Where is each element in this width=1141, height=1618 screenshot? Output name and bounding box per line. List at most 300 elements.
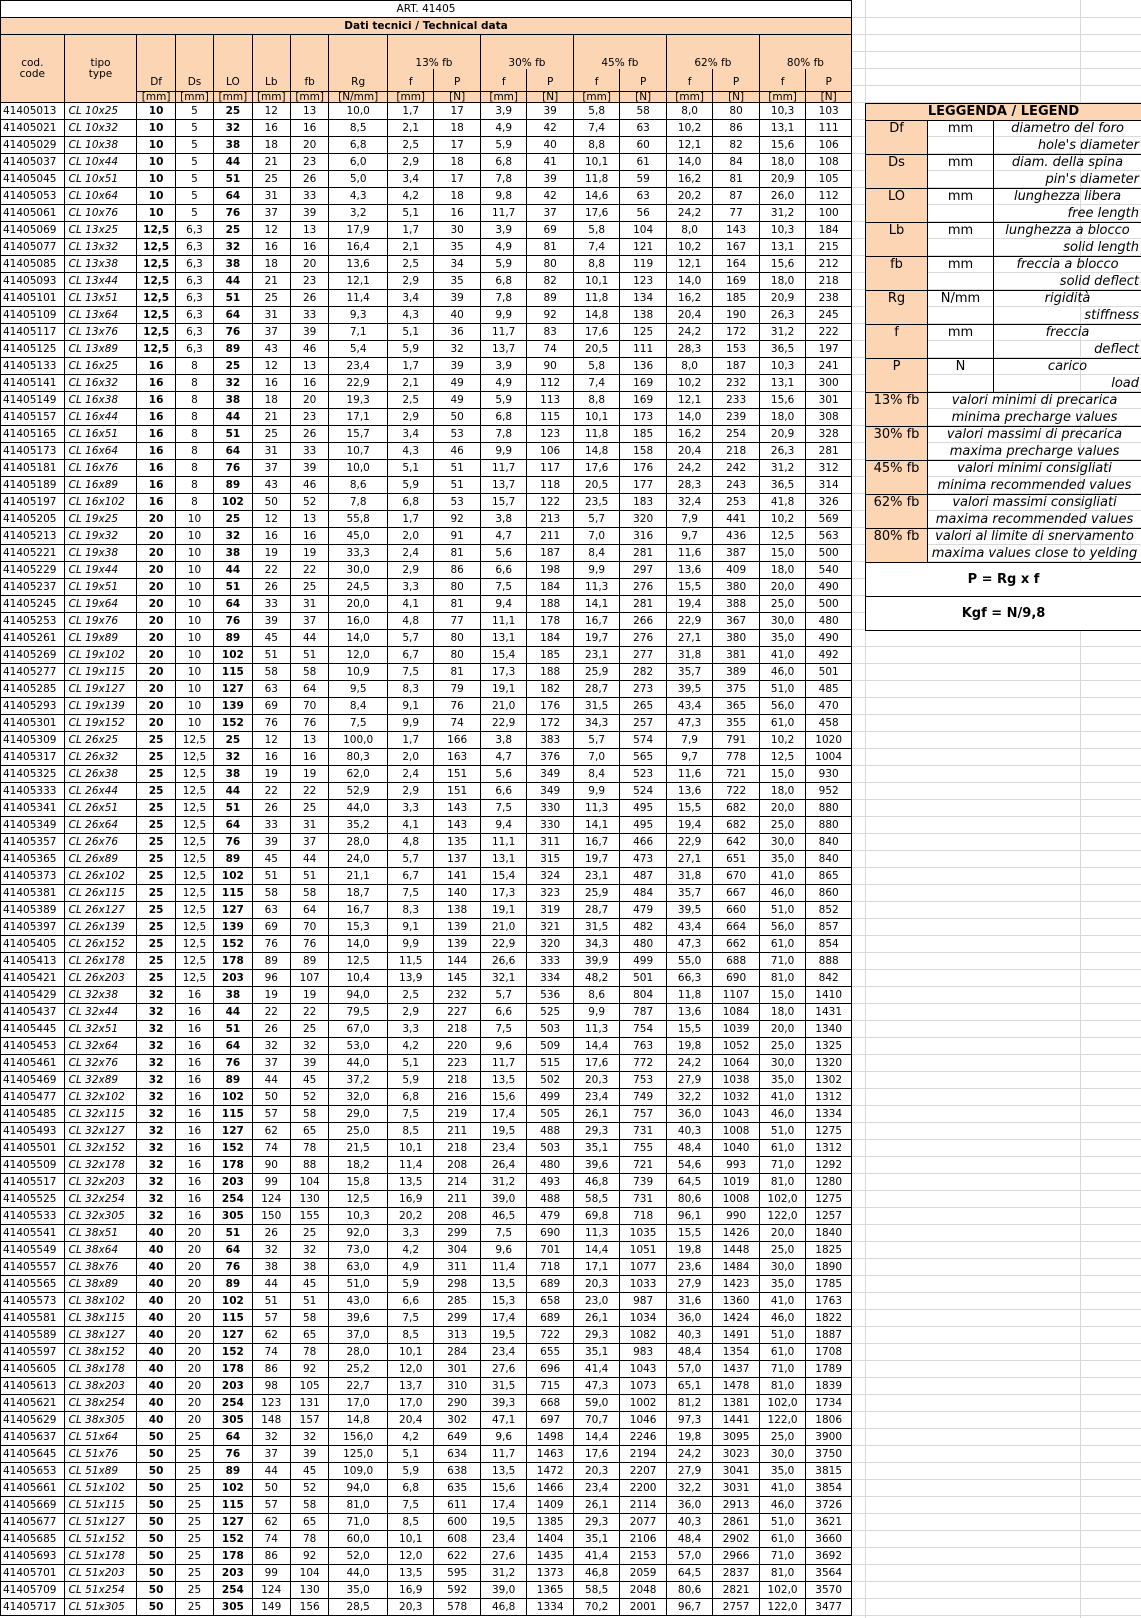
table-cell: 62: [252, 1327, 290, 1344]
table-cell: 12,5: [759, 528, 805, 545]
table-cell: 6,8: [387, 1089, 433, 1106]
gridline: [852, 1173, 1141, 1174]
table-cell: 4,2: [387, 1242, 433, 1259]
table-row: [1, 1548, 852, 1565]
table-cell: 16: [175, 1191, 213, 1208]
legend-percent-description: valori al limite di snervamento maxima values close to yelding: [928, 529, 1141, 563]
legend-description: rigidità stiffness: [994, 291, 1141, 325]
table-cell: 44,0: [329, 1055, 388, 1072]
table-cell: 89: [214, 1463, 252, 1480]
table-cell: 690: [527, 1225, 573, 1242]
table-cell: 10: [175, 630, 213, 647]
table-cell: 6,6: [480, 562, 526, 579]
table-row: [1, 205, 852, 222]
table-cell: 32,1: [480, 970, 526, 987]
table-cell: 16,9: [387, 1582, 433, 1599]
table-cell: 600: [434, 1514, 480, 1531]
table-row: [1, 222, 852, 239]
legend-formula1: P = Rg x f: [866, 563, 1141, 597]
table-cell: 690: [713, 970, 759, 987]
table-cell: 49: [434, 392, 480, 409]
table-cell: 89: [527, 290, 573, 307]
table-cell: 51: [214, 426, 252, 443]
gridline: [852, 1394, 1141, 1395]
header-df: Df [mm]: [137, 35, 175, 103]
table-row: [1, 834, 852, 851]
table-cell: 18: [434, 154, 480, 171]
table-cell: 57: [252, 1310, 290, 1327]
table-row: [1, 715, 852, 732]
table-cell: 131: [290, 1395, 328, 1412]
table-cell: 1292: [806, 1157, 852, 1174]
table-cell: 2,9: [387, 562, 433, 579]
legend-description: diam. della spina pin's diameter: [994, 155, 1141, 189]
table-cell: 122,0: [759, 1208, 805, 1225]
table-cell: 16: [137, 358, 175, 375]
table-cell: 222: [806, 324, 852, 341]
table-cell: 64: [290, 902, 328, 919]
table-cell: 58: [252, 664, 290, 681]
table-cell: 32: [290, 1429, 328, 1446]
table-cell: 89: [214, 341, 252, 358]
table-cell: 3750: [806, 1446, 852, 1463]
table-cell: 23,4: [480, 1140, 526, 1157]
table-cell: 505: [527, 1106, 573, 1123]
table-cell: 143: [434, 800, 480, 817]
table-cell: 122: [527, 494, 573, 511]
table-cell: CL 51x178: [64, 1548, 137, 1565]
table-cell: 15,0: [759, 987, 805, 1004]
table-cell: 254: [214, 1582, 252, 1599]
table-cell: 79,5: [329, 1004, 388, 1021]
table-cell: 51,0: [759, 1514, 805, 1531]
table-cell: 18,0: [759, 154, 805, 171]
table-cell: 70: [290, 698, 328, 715]
table-cell: 124: [252, 1191, 290, 1208]
table-cell: 16,0: [329, 613, 388, 630]
table-cell: 37,0: [329, 1327, 388, 1344]
table-cell: 3,3: [387, 1021, 433, 1038]
table-cell: 45: [252, 630, 290, 647]
table-cell: CL 10x32: [64, 120, 137, 137]
table-cell: 5,6: [480, 766, 526, 783]
table-cell: 12: [252, 511, 290, 528]
table-cell: 41405581: [1, 1310, 65, 1327]
table-cell: 35,7: [666, 664, 712, 681]
gridline: [852, 1462, 1141, 1463]
table-cell: 44: [214, 273, 252, 290]
table-cell: 655: [527, 1344, 573, 1361]
table-row: [1, 1327, 852, 1344]
table-cell: 7,5: [387, 664, 433, 681]
table-cell: 100: [806, 205, 852, 222]
table-cell: 32,2: [666, 1089, 712, 1106]
table-cell: 105: [806, 171, 852, 188]
table-cell: 10: [137, 154, 175, 171]
gridline: [852, 1020, 1141, 1021]
table-cell: 112: [806, 188, 852, 205]
table-cell: CL 32x38: [64, 987, 137, 1004]
header-code: cod. code: [1, 35, 65, 103]
table-cell: 22,7: [329, 1378, 388, 1395]
table-cell: 14,0: [666, 273, 712, 290]
table-cell: 97,3: [666, 1412, 712, 1429]
table-cell: 1373: [527, 1565, 573, 1582]
table-cell: 203: [214, 1565, 252, 1582]
table-cell: 15,6: [759, 256, 805, 273]
table-cell: 173: [620, 409, 666, 426]
table-cell: 64: [214, 1242, 252, 1259]
table-row: [1, 494, 852, 511]
table-cell: CL 16x76: [64, 460, 137, 477]
table-cell: 1498: [527, 1429, 573, 1446]
table-cell: 115: [214, 1310, 252, 1327]
gridline: [852, 765, 1141, 766]
table-cell: 99: [252, 1565, 290, 1582]
table-row: [1, 103, 852, 120]
table-cell: 1040: [713, 1140, 759, 1157]
table-cell: 112: [527, 375, 573, 392]
table-cell: 41,4: [573, 1361, 619, 1378]
table-cell: 74: [252, 1531, 290, 1548]
table-cell: 688: [713, 953, 759, 970]
table-cell: 305: [214, 1412, 252, 1429]
table-cell: 41405197: [1, 494, 65, 511]
legend-unit: mm: [928, 325, 994, 359]
table-cell: 20: [290, 392, 328, 409]
legend-percent-description: valori minimi consigliati minima recommended values: [928, 461, 1141, 495]
table-cell: CL 19x51: [64, 579, 137, 596]
table-cell: 25: [175, 1514, 213, 1531]
table-cell: 20,4: [666, 443, 712, 460]
table-cell: 172: [713, 324, 759, 341]
table-cell: 7,5: [387, 1106, 433, 1123]
table-cell: 18: [252, 392, 290, 409]
table-row: [1, 630, 852, 647]
table-cell: CL 26x51: [64, 800, 137, 817]
table-cell: 12,5: [175, 817, 213, 834]
table-row: [1, 1599, 852, 1616]
table-cell: 19,5: [480, 1327, 526, 1344]
gridline: [852, 1241, 1141, 1242]
table-cell: 12,5: [175, 868, 213, 885]
table-cell: 310: [434, 1378, 480, 1395]
table-cell: 62: [252, 1123, 290, 1140]
table-cell: CL 38x203: [64, 1378, 137, 1395]
gridline: [852, 1360, 1141, 1361]
header-type: tipo type: [64, 35, 137, 103]
table-row: [1, 1582, 852, 1599]
table-cell: 41405493: [1, 1123, 65, 1140]
table-cell: 152: [214, 1140, 252, 1157]
table-cell: CL 32x102: [64, 1089, 137, 1106]
table-cell: 321: [527, 919, 573, 936]
table-cell: 156,0: [329, 1429, 388, 1446]
table-cell: 37: [252, 1055, 290, 1072]
table-cell: 31,8: [666, 647, 712, 664]
table-row: [1, 1004, 852, 1021]
table-cell: 109,0: [329, 1463, 388, 1480]
legend-percent-item: [866, 427, 1141, 461]
table-cell: 25: [137, 868, 175, 885]
table-cell: 63: [252, 681, 290, 698]
table-cell: 9,4: [480, 817, 526, 834]
table-cell: 46: [290, 477, 328, 494]
legend-unit: mm: [928, 189, 994, 223]
table-cell: 11,6: [666, 545, 712, 562]
table-cell: 41405501: [1, 1140, 65, 1157]
table-cell: 1424: [713, 1310, 759, 1327]
table-cell: 2,5: [387, 256, 433, 273]
table-cell: CL 26x38: [64, 766, 137, 783]
table-cell: 3726: [806, 1497, 852, 1514]
table-cell: 15,3: [480, 1293, 526, 1310]
table-cell: 17,3: [480, 885, 526, 902]
table-cell: 1107: [713, 987, 759, 1004]
table-cell: 212: [806, 256, 852, 273]
table-cell: 32: [252, 1429, 290, 1446]
table-cell: 90: [527, 358, 573, 375]
table-cell: 6,8: [480, 154, 526, 171]
table-cell: 9,6: [480, 1038, 526, 1055]
table-cell: 58: [290, 1497, 328, 1514]
table-cell: 488: [527, 1191, 573, 1208]
table-cell: 670: [713, 868, 759, 885]
table-cell: 96,7: [666, 1599, 712, 1616]
table-cell: 257: [620, 715, 666, 732]
table-cell: 5,9: [387, 1276, 433, 1293]
table-cell: 70,2: [573, 1599, 619, 1616]
table-cell: 41405445: [1, 1021, 65, 1038]
table-cell: 9,6: [480, 1242, 526, 1259]
table-cell: 6,8: [387, 494, 433, 511]
table-row: [1, 120, 852, 137]
table-cell: 25: [214, 511, 252, 528]
table-cell: 17,9: [329, 222, 388, 239]
table-cell: 16: [137, 494, 175, 511]
table-cell: 5,1: [387, 1446, 433, 1463]
table-cell: 5,7: [480, 987, 526, 1004]
table-cell: 4,9: [480, 239, 526, 256]
table-cell: 7,8: [480, 426, 526, 443]
legend-description: freccia a blocco solid deflect: [994, 257, 1141, 291]
table-cell: 24,2: [666, 1446, 712, 1463]
section-subtitle: Dati tecnici / Technical data: [1, 18, 852, 35]
table-cell: 4,3: [329, 188, 388, 205]
table-cell: 51: [214, 800, 252, 817]
table-row: [1, 1514, 852, 1531]
table-cell: 611: [434, 1497, 480, 1514]
table-cell: 578: [434, 1599, 480, 1616]
gridline: [852, 1615, 1141, 1616]
table-cell: 44: [252, 1276, 290, 1293]
table-cell: 41405333: [1, 783, 65, 800]
table-cell: 349: [527, 783, 573, 800]
table-cell: 243: [713, 477, 759, 494]
gridline: [852, 17, 1141, 18]
table-cell: 29,3: [573, 1327, 619, 1344]
table-cell: 34,3: [573, 936, 619, 953]
gridline: [852, 748, 1141, 749]
table-cell: 10,3: [759, 222, 805, 239]
table-cell: CL 16x25: [64, 358, 137, 375]
table-cell: 4,1: [387, 817, 433, 834]
table-cell: 115: [214, 1106, 252, 1123]
table-cell: 10,2: [759, 511, 805, 528]
table-cell: 32: [137, 987, 175, 1004]
table-cell: 285: [434, 1293, 480, 1310]
table-cell: 15,7: [329, 426, 388, 443]
table-row: [1, 1293, 852, 1310]
table-cell: 41405109: [1, 307, 65, 324]
table-cell: 13,9: [387, 970, 433, 987]
table-cell: 219: [434, 1106, 480, 1123]
table-cell: 19,5: [480, 1123, 526, 1140]
table-cell: 488: [527, 1123, 573, 1140]
table-cell: 12,1: [666, 137, 712, 154]
table-cell: 61,0: [759, 936, 805, 953]
table-cell: 74: [252, 1344, 290, 1361]
table-cell: 178: [214, 1157, 252, 1174]
gridline: [852, 986, 1141, 987]
table-cell: CL 26x127: [64, 902, 137, 919]
table-cell: 1825: [806, 1242, 852, 1259]
table-cell: 41405349: [1, 817, 65, 834]
table-cell: 86: [713, 120, 759, 137]
table-cell: CL 32x76: [64, 1055, 137, 1072]
table-cell: 35,0: [329, 1582, 388, 1599]
table-cell: 178: [214, 1361, 252, 1378]
table-cell: CL 26x25: [64, 732, 137, 749]
table-cell: 31,2: [480, 1174, 526, 1191]
table-cell: 41405405: [1, 936, 65, 953]
table-cell: 501: [806, 664, 852, 681]
table-cell: 7,5: [480, 1021, 526, 1038]
table-cell: 2153: [620, 1548, 666, 1565]
table-cell: 1275: [806, 1123, 852, 1140]
table-cell: 28,3: [666, 477, 712, 494]
table-cell: 102,0: [759, 1582, 805, 1599]
header-group-30: 30% fb: [480, 35, 573, 69]
table-cell: 1789: [806, 1361, 852, 1378]
table-cell: 1052: [713, 1038, 759, 1055]
table-cell: 25,0: [759, 1038, 805, 1055]
table-cell: 23: [290, 154, 328, 171]
table-cell: 71,0: [759, 1157, 805, 1174]
table-row: [1, 545, 852, 562]
table-cell: 500: [806, 545, 852, 562]
table-cell: 6,8: [329, 137, 388, 154]
table-cell: 145: [434, 970, 480, 987]
gridline: [852, 1275, 1141, 1276]
table-cell: 57,0: [666, 1548, 712, 1565]
table-cell: 26,4: [480, 1157, 526, 1174]
table-cell: 58,5: [573, 1582, 619, 1599]
table-cell: 2,5: [387, 137, 433, 154]
table-cell: 113: [527, 392, 573, 409]
table-cell: 20,9: [759, 426, 805, 443]
table-cell: 763: [620, 1038, 666, 1055]
table-cell: 122,0: [759, 1412, 805, 1429]
table-cell: 40: [137, 1344, 175, 1361]
table-cell: 499: [527, 1089, 573, 1106]
table-cell: 41405693: [1, 1548, 65, 1565]
table-cell: 664: [713, 919, 759, 936]
table-cell: 65: [290, 1327, 328, 1344]
table-cell: 642: [713, 834, 759, 851]
table-cell: 15,7: [480, 494, 526, 511]
table-cell: 41405621: [1, 1395, 65, 1412]
table-cell: 164: [713, 256, 759, 273]
table-cell: 137: [434, 851, 480, 868]
table-cell: 140: [434, 885, 480, 902]
table-cell: 41405013: [1, 103, 65, 120]
table-cell: 3815: [806, 1463, 852, 1480]
table-cell: 81: [434, 596, 480, 613]
table-cell: 46,8: [573, 1174, 619, 1191]
table-cell: 40,3: [666, 1514, 712, 1531]
table-cell: 276: [620, 579, 666, 596]
table-row: [1, 1344, 852, 1361]
table-cell: 10: [175, 715, 213, 732]
table-cell: 22,9: [666, 834, 712, 851]
table-row: [1, 341, 852, 358]
table-cell: 1334: [527, 1599, 573, 1616]
table-cell: 51: [214, 1021, 252, 1038]
table-cell: 82: [527, 273, 573, 290]
table-row: [1, 613, 852, 630]
table-cell: 592: [434, 1582, 480, 1599]
table-cell: 111: [806, 120, 852, 137]
table-cell: CL 38x127: [64, 1327, 137, 1344]
table-cell: 1035: [620, 1225, 666, 1242]
table-cell: 25: [214, 222, 252, 239]
table-cell: 20: [137, 562, 175, 579]
table-cell: 64: [290, 681, 328, 698]
table-cell: 23,1: [573, 868, 619, 885]
table-cell: 50: [137, 1497, 175, 1514]
table-cell: 89: [214, 630, 252, 647]
table-cell: CL 13x32: [64, 239, 137, 256]
table-cell: 8,5: [387, 1123, 433, 1140]
table-cell: 71,0: [329, 1514, 388, 1531]
legend-symbol: f: [866, 325, 928, 359]
legend-symbol: P: [866, 359, 928, 393]
table-cell: CL 13x76: [64, 324, 137, 341]
table-cell: 20,4: [666, 307, 712, 324]
table-cell: 10,2: [759, 732, 805, 749]
table-cell: 40: [137, 1327, 175, 1344]
table-cell: 3,3: [387, 579, 433, 596]
table-cell: 76: [214, 1259, 252, 1276]
table-cell: 15,6: [480, 1089, 526, 1106]
table-cell: 14,0: [329, 936, 388, 953]
gridline: [852, 1598, 1141, 1599]
table-cell: 27,9: [666, 1463, 712, 1480]
table-cell: 20: [175, 1310, 213, 1327]
table-cell: 44: [214, 1004, 252, 1021]
table-cell: 31,2: [759, 324, 805, 341]
table-cell: 125,0: [329, 1446, 388, 1463]
table-cell: 20: [175, 1378, 213, 1395]
table-cell: 1466: [527, 1480, 573, 1497]
table-cell: 1073: [620, 1378, 666, 1395]
table-row: [1, 902, 852, 919]
table-row: [1, 137, 852, 154]
page-title: ART. 41405: [1, 1, 852, 18]
table-row: [1, 885, 852, 902]
table-cell: 51: [252, 647, 290, 664]
